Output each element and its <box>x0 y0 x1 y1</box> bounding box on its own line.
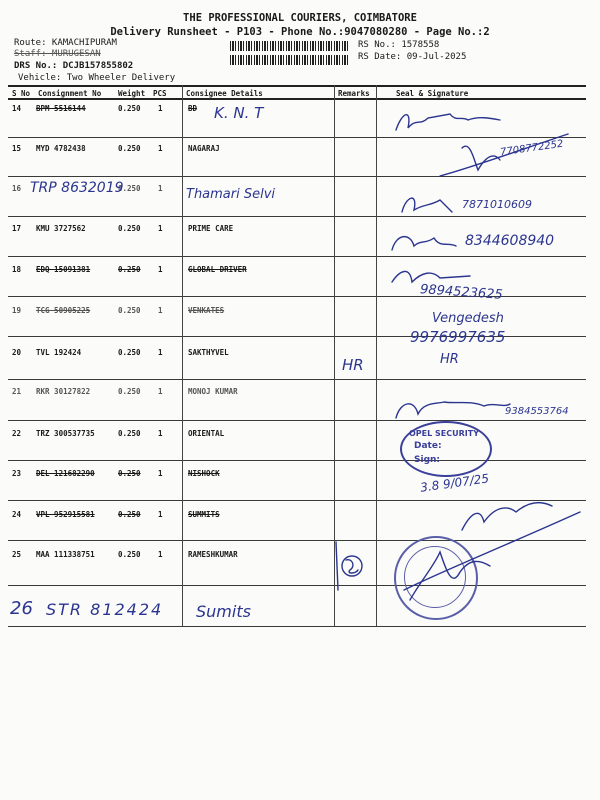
cell-consignee: ORIENTAL <box>188 429 225 438</box>
handwritten-phone: 7708772252 <box>499 138 565 159</box>
cell-weight: 0.250 <box>118 387 141 396</box>
cell-consignment: MYD 4782438 <box>36 144 86 153</box>
cell-weight: 0.250 <box>118 104 141 113</box>
cell-sno: 23 <box>12 469 22 478</box>
cell-weight: 0.250 <box>118 510 141 519</box>
col-header-consignment: Consignment No <box>38 89 102 98</box>
cell-consignee: BD <box>188 104 198 113</box>
cell-sno: 14 <box>12 104 22 113</box>
cell-weight: 0.250 <box>118 348 141 357</box>
drs-label: DRS No.: DCJB157855802 <box>14 61 134 71</box>
cell-pcs: 1 <box>158 306 163 315</box>
vehicle-label: Vehicle: Two Wheeler Delivery <box>18 73 176 83</box>
handwritten-name: K. N. T <box>214 104 264 122</box>
cell-pcs: 1 <box>158 184 163 193</box>
rs-date: RS Date: 09-Jul-2025 <box>358 52 467 62</box>
cell-consignment: VPL 952915581 <box>36 510 95 519</box>
route-label: Route: KAMACHIPURAM <box>14 38 117 48</box>
col-header-weight: Weight <box>118 89 146 98</box>
cell-consignee: RAMESHKUMAR <box>188 550 238 559</box>
col-header-consignee: Consignee Details <box>186 89 263 98</box>
cell-weight: 0.250 <box>118 429 141 438</box>
cell-sno: 16 <box>12 184 22 193</box>
cell-sno: 19 <box>12 306 22 315</box>
runsheet-subtitle: Delivery Runsheet - P103 - Phone No.:9047080280 - Page No.:2 <box>110 26 490 38</box>
cell-consignee: VENKATES <box>188 306 225 315</box>
cell-weight: 0.250 <box>118 550 141 559</box>
staff-label: Staff: MURUGESAN <box>14 49 101 59</box>
stamp-sign-label: Sign: <box>414 455 441 465</box>
handwritten-name: Vengedesh <box>432 311 504 326</box>
handwritten-phone: 9894523625 <box>419 282 504 303</box>
cell-consignment: MAA 111338751 <box>36 550 95 559</box>
cell-pcs: 1 <box>158 104 163 113</box>
cell-sno: 21 <box>12 387 22 396</box>
rs-number: RS No.: 1578558 <box>358 40 440 50</box>
cell-consignment: RKR 30127822 <box>36 387 91 396</box>
handwritten-sno: 26 <box>10 598 33 619</box>
cell-consignment: TVL 192424 <box>36 348 82 357</box>
cell-consignment: TRZ 300537735 <box>36 429 95 438</box>
cell-consignee: SAKTHYVEL <box>188 348 229 357</box>
cell-sno: 17 <box>12 224 22 233</box>
cell-consignee: NISHOCK <box>188 469 220 478</box>
handwritten-consignment: TRP 8632019 <box>30 180 124 196</box>
handwritten-name: Sumits <box>196 602 251 621</box>
cell-weight: 0.250 <box>118 224 141 233</box>
cell-pcs: 1 <box>158 144 163 153</box>
cell-weight: 0.250 <box>118 469 141 478</box>
cell-weight: 0.250 <box>118 144 141 153</box>
cell-consignee: PRIME CARE <box>188 224 234 233</box>
handwritten-remark: HR <box>342 356 364 374</box>
cell-pcs: 1 <box>158 469 163 478</box>
cell-sno: 25 <box>12 550 22 559</box>
cell-consignee: NAGARAJ <box>188 144 220 153</box>
company-title: THE PROFESSIONAL COURIERS, COIMBATORE <box>183 12 417 24</box>
col-header-sno: S No <box>12 89 31 98</box>
cell-sno: 15 <box>12 144 22 153</box>
cell-consignment: BPM 5516144 <box>36 104 86 113</box>
cell-pcs: 1 <box>158 387 163 396</box>
handwritten-phone: 9384553764 <box>505 406 569 417</box>
cell-pcs: 1 <box>158 429 163 438</box>
col-header-pcs: PCS <box>153 89 167 98</box>
cell-sno: 18 <box>12 265 22 274</box>
cell-sno: 24 <box>12 510 22 519</box>
cell-pcs: 1 <box>158 265 163 274</box>
handwritten-phone: 9976997635 <box>410 328 506 346</box>
stamp-title: OPEL SECURITY <box>409 429 479 438</box>
cell-pcs: 1 <box>158 224 163 233</box>
handwritten-phone: 8344608940 <box>465 233 555 249</box>
cell-sno: 20 <box>12 348 22 357</box>
handwritten-phone: 7871010609 <box>462 198 532 211</box>
cell-weight: 0.250 <box>118 184 141 193</box>
cell-pcs: 1 <box>158 348 163 357</box>
handwritten-consignment: STR 812424 <box>46 600 164 619</box>
handwritten-initials: HR <box>440 352 459 367</box>
cell-consignment: EDQ 15091381 <box>36 265 91 274</box>
cell-weight: 0.250 <box>118 265 141 274</box>
cell-weight: 0.250 <box>118 306 141 315</box>
cell-pcs: 1 <box>158 510 163 519</box>
col-header-remarks: Remarks <box>338 89 370 98</box>
cell-consignment: TCG 50905225 <box>36 306 91 315</box>
cell-sno: 22 <box>12 429 22 438</box>
cell-consignment: DEL 121682290 <box>36 469 95 478</box>
stamp-date-label: Date: <box>414 441 442 451</box>
cell-consignee: GLOBAL DRIVER <box>188 265 247 274</box>
cell-consignee: MONOJ KUMAR <box>188 387 238 396</box>
cell-consignee: SUMMITS <box>188 510 220 519</box>
cell-consignment: KMU 3727562 <box>36 224 86 233</box>
col-header-seal: Seal & Signature <box>396 89 469 98</box>
handwritten-date: 3.8 9/07/25 <box>419 471 490 495</box>
handwritten-name: Thamari Selvi <box>186 187 276 202</box>
cell-pcs: 1 <box>158 550 163 559</box>
